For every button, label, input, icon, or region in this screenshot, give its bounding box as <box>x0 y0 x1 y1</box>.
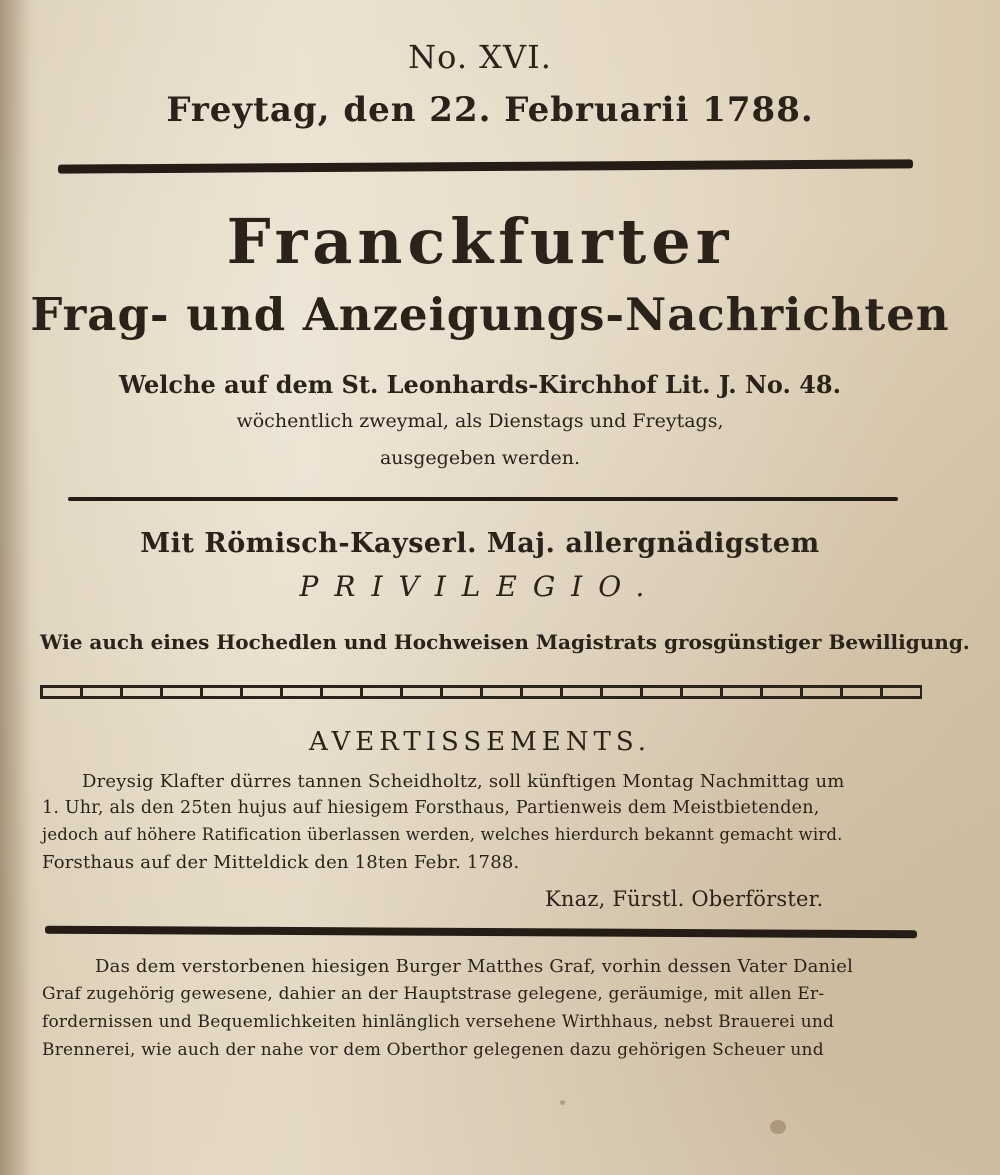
issue-date: Freytag, den 22. Februarii 1788. <box>166 90 814 130</box>
notice-text-line: Das dem verstorbenen hiesigen Burger Matthes Graf, vorhin dessen Vater Daniel <box>95 956 854 977</box>
notice-divider-rule <box>45 926 917 939</box>
header-rule <box>58 159 913 173</box>
masthead-title-line1: Franckfurter <box>226 205 734 278</box>
notice-text-line: Dreysig Klafter dürres tannen Scheidholtz, soll künftigen Montag Nachmittag um <box>82 771 845 792</box>
decorative-chain-border <box>40 685 922 699</box>
privilege-title: PRIVILEGIO. <box>299 570 661 603</box>
notice-text-line: Graf zugehörig gewesene, dahier an der Hauptstrase gelegene, geräumige, mit allen Er- <box>42 984 825 1004</box>
privilege-line1: Mit Römisch-Kayserl. Maj. allergnädigstem <box>140 528 820 559</box>
masthead-subtitle-line2: wöchentlich zweymal, als Dienstags und Freytags, <box>236 410 724 432</box>
notice-text-line: jedoch auf höhere Ratification überlassen werden, welches hierdurch bekannt gemacht wird. <box>42 825 843 844</box>
notice-signature: Knaz, Fürstl. Oberförster. <box>545 887 824 911</box>
masthead-rule <box>68 497 898 501</box>
issue-number: No. XVI. <box>408 38 552 76</box>
privilege-line3: Wie auch eines Hochedlen und Hochweisen Magistrats grosgünstiger Bewilligung. <box>40 630 970 654</box>
paper-stain <box>560 1100 565 1105</box>
masthead-subtitle-line1: Welche auf dem St. Leonhards-Kirchhof Lit. J. No. 48. <box>119 370 841 399</box>
notice-text-line: 1. Uhr, als den 25ten hujus auf hiesigem Forsthaus, Partienweis dem Meistbietenden, <box>42 798 820 818</box>
masthead-subtitle-line3: ausgegeben werden. <box>379 447 581 469</box>
notice-text-line: Brennerei, wie auch der nahe vor dem Oberthor gelegenen dazu gehörigen Scheuer und <box>42 1040 824 1060</box>
notice-text-line: fordernissen und Bequemlichkeiten hinlänglich versehene Wirthhaus, nebst Brauerei und <box>42 1012 835 1032</box>
section-heading: AVERTISSEMENTS. <box>309 727 651 757</box>
paper-stain <box>770 1120 786 1134</box>
masthead-title-line2: Frag- und Anzeigungs-Nachrichten <box>30 288 950 341</box>
notice-text-line: Forsthaus auf der Mitteldick den 18ten Febr. 1788. <box>42 852 520 873</box>
